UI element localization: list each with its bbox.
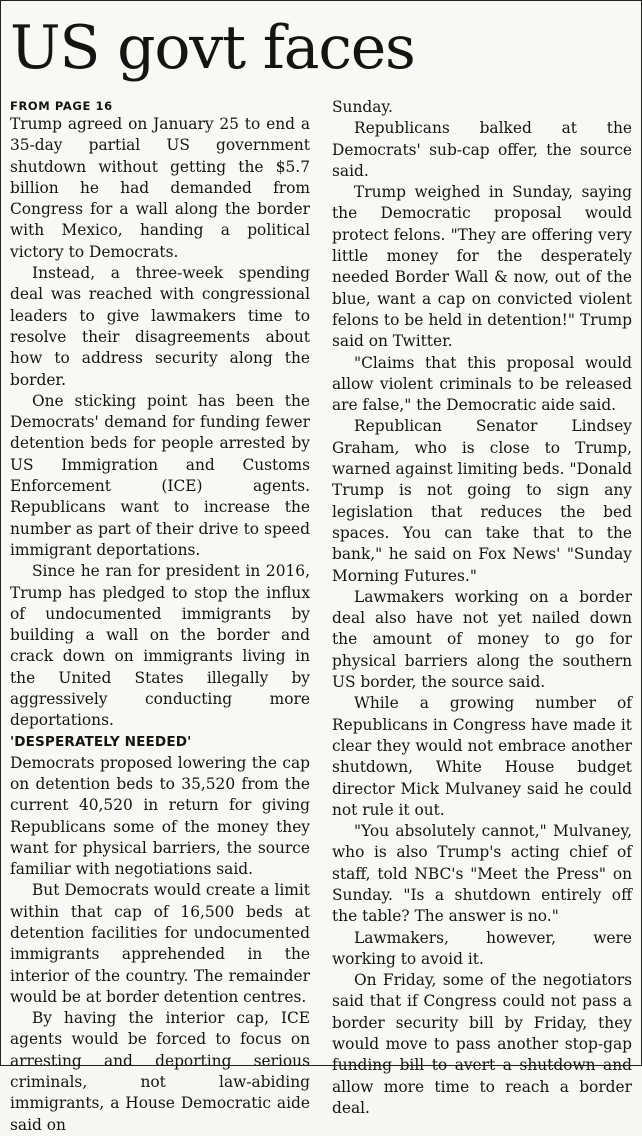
article-paragraph: Republicans balked at the Democrats' sub-cap offer, the source said. [332,119,632,180]
article-paragraph: Democrats proposed lowering the cap on detention beds to 35,520 from the current 40,520 in return for giving Republicans some of the money they want for physical barriers, the source familiar with negotiations said. [10,753,310,879]
article-paragraph: Republican Senator Lindsey Graham, who is close to Trump, warned against limiting beds. "Donald Trump is not going to sign any legislation that reduces the bed spaces. You can take that to the bank," he said on Fox News' "Sunday Morning Futures." [332,417,632,585]
article-paragraph: By having the interior cap, ICE agents would be forced to focus on arresting and deporting serious criminals, not law-abiding immigrants, a House Democratic aide said on [10,1009,310,1134]
right-column [332,97,632,1119]
article-paragraph: Lawmakers working on a border deal also have not yet nailed down the amount of money to go for physical barriers along the southern US border, the source said. [332,587,632,692]
article-paragraph: While a growing number of Republicans in Congress have made it clear they would not embrace another shutdown, White House budget director Mick Mulvaney said he could not rule it out. [332,694,632,819]
article-paragraph: "You absolutely cannot," Mulvaney, who is also Trump's acting chief of staff, told NBC's "Meet the Press" on Sunday. "Is a shutdown entirely off the table? The answer is no." [332,822,632,926]
article-paragraph: Sunday. [332,98,393,116]
article-paragraph: Trump agreed on January 25 to end a 35-day partial US government shutdown without getting the $5.7 billion he had demanded from Congress for a wall along the border with Mexico, handing a political victory to Democrats. [10,115,310,261]
article-paragraph: Instead, a three-week spending deal was reached with congressional leaders to give lawmakers time to resolve their disagreements about how to address security along the border. [10,264,310,389]
article-paragraph: One sticking point has been the Democrats' demand for funding fewer detention beds for people arrested by US Immigration and Customs Enforcement (ICE) agents. Republicans want to increase the number as part of their drive to speed immigrant deportations. [10,391,310,559]
article-paragraph: But Democrats would create a limit within that cap of 16,500 beds at detention facilities for undocumented immigrants apprehended in the interior of the country. The remainder would be at border detention centres. [10,881,310,1006]
article-paragraph: Trump weighed in Sunday, saying the Democratic proposal would protect felons. "They are offering very little money for the desperately needed Border Wall & now, out of the blue, want a cap on convicted violent felons to be held in detention!" Trump said on Twitter. [332,183,632,351]
article-paragraph: On Friday, some of the negotiators said that if Congress could not pass a border security bill by Friday, they would move to pass another stop-gap funding bill to avert a shutdown and allow more time to reach a border deal. [332,971,632,1117]
article-paragraph: "Claims that this proposal would allow violent criminals to be released are false," the Democratic aide said. [332,353,632,415]
article-paragraph: Lawmakers, however, were working to avoid it. [332,928,632,968]
article-paragraph: Since he ran for president in 2016, Trump has pledged to stop the influx of undocumented immigrants by building a wall on the border and crack down on immigrants living in the United States illegally by aggressively conducting more deportations. [10,562,310,730]
left-column [10,97,310,1136]
continuation-kicker: FROM PAGE 16 [10,99,113,113]
headline: US govt faces [10,13,415,83]
section-subhead: 'DESPERATELY NEEDED' [10,733,192,750]
